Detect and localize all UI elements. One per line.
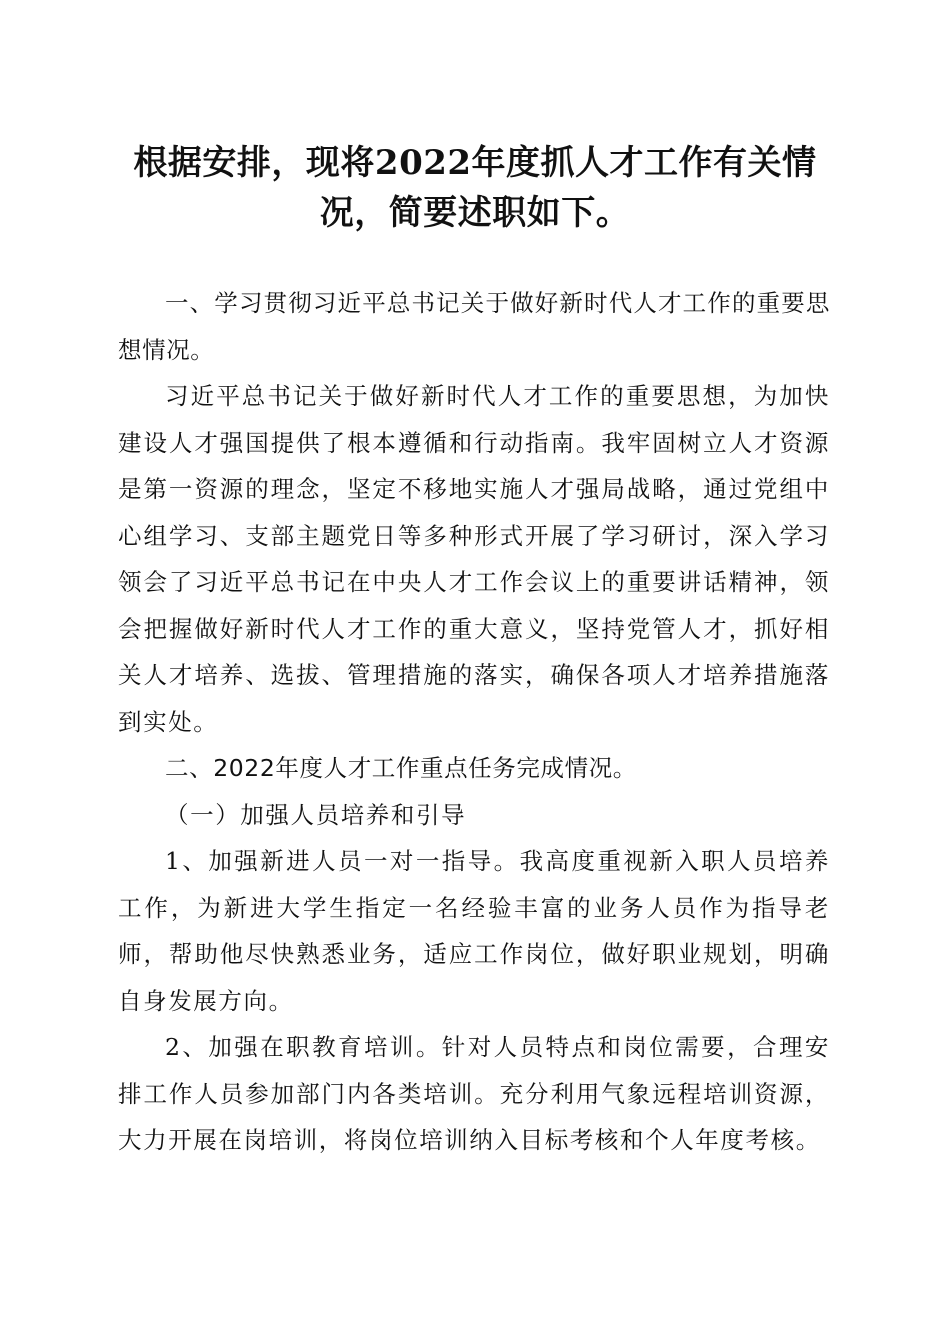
section-2-item-2: 2、加强在职教育培训。针对人员特点和岗位需要，合理安排工作人员参加部门内各类培训。充分利用气象远程培训资源，大力开展在岗培训，将岗位培训纳入目标考核和个人年度考核。	[118, 1033, 830, 1154]
document-body	[118, 280, 830, 1164]
section-1-heading: 一、学习贯彻习近平总书记关于做好新时代人才工作的重要思想情况。	[118, 289, 830, 364]
document-title: 根据安排，现将2022年度抓人才工作有关情况，简要述职如下。	[133, 143, 817, 233]
section-2-item-1: 1、加强新进人员一对一指导。我高度重视新入职人员培养工作，为新进大学生指定一名经验丰富的业务人员作为指导老师，帮助他尽快熟悉业务，适应工作岗位，做好职业规划，明确自身发展方向。	[118, 847, 830, 1015]
section-2-subheading: （一）加强人员培养和引导	[165, 800, 467, 829]
section-1-paragraph: 习近平总书记关于做好新时代人才工作的重要思想，为加快建设人才强国提供了根本遵循和行动指南。我牢固树立人才资源是第一资源的理念，坚定不移地实施人才强局战略，通过党组中心组学习、支部主题党日等多种形式开展了学习研讨，深入学习领会了习近平总书记在中央人才工作会议上的重要讲话精神，领会把握做好新时代人才工作的重大意义，坚持党管人才，抓好相关人才培养、选拔、管理措施的落实，确保各项人才培养措施落到实处。	[118, 382, 830, 736]
section-2-heading: 二、2022年度人才工作重点任务完成情况。	[165, 754, 637, 782]
